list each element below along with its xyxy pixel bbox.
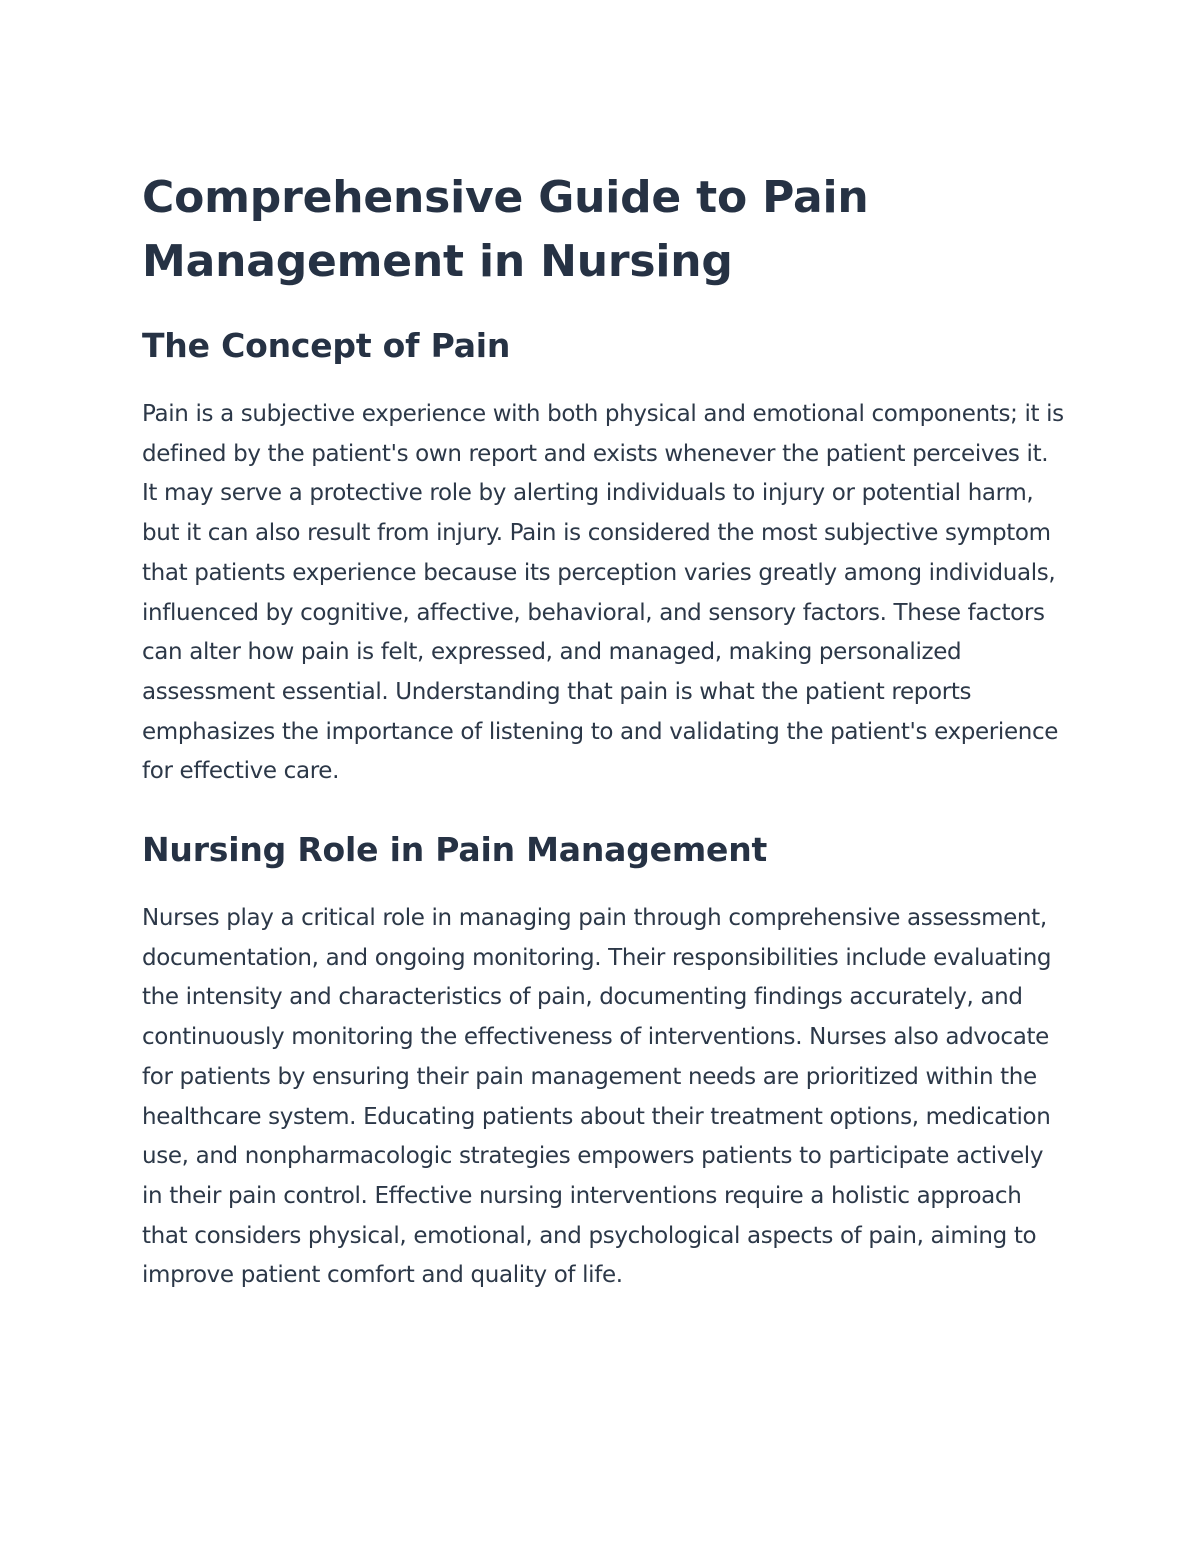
section-heading: The Concept of Pain bbox=[142, 326, 511, 365]
document-page bbox=[142, 166, 1067, 1296]
section-nursing-role bbox=[142, 828, 1067, 1296]
section-body: Pain is a subjective experience with both physical and emotional components; it is defined by the patient's own report and exists whenever the patient perceives it. It may serve a protective role by alerting individuals to injury or potential harm, but it can also result from injury. Pain is considered the most subjective symptom that patients experience because its perception varies greatly among individuals, influenced by cognitive, affective, behavioral, and sensory factors. These factors can alter how pain is felt, expressed, and managed, making personalized assessment essential. Understanding that pain is what the patient reports emphasizes the importance of listening to and validating the patient's experience for effective care. bbox=[142, 401, 1064, 785]
section-concept-of-pain bbox=[142, 324, 1067, 792]
section-body: Nurses play a critical role in managing pain through comprehensive assessment, documentation, and ongoing monitoring. Their responsibilities include evaluating the intensity and characteristics of pain, documenting findings accurately, and continuously monitoring the effectiveness of interventions. Nurses also advocate for patients by ensuring their pain management needs are prioritized within the healthcare system. Educating patients about their treatment options, medication use, and nonpharmacologic strategies empowers patients to participate actively in their pain control. Effective nursing interventions require a holistic approach that considers physical, emotional, and psychological aspects of pain, aiming to improve patient comfort and quality of life. bbox=[142, 905, 1052, 1289]
section-heading: Nursing Role in Pain Management bbox=[142, 830, 768, 870]
document-title: Comprehensive Guide to Pain Management in Nursing bbox=[142, 172, 869, 287]
